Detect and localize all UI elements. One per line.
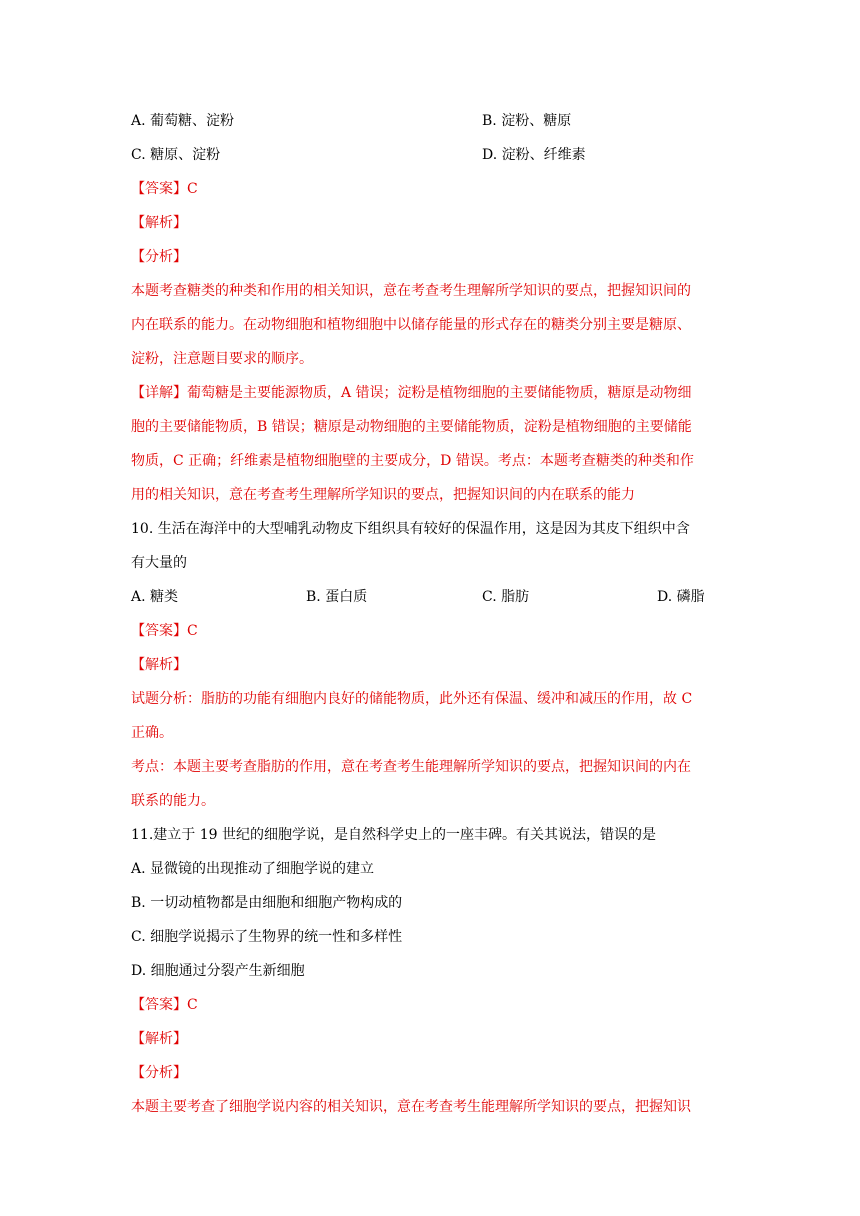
q10-kaodian-line-2: 联系的能力。 — [131, 793, 215, 809]
q11-fenxi-heading: 【分析】 — [131, 1065, 187, 1081]
q10-analysis-line-1: 试题分析：脂肪的功能有细胞内良好的储能物质，此外还有保温、缓冲和减压的作用，故 C — [131, 691, 693, 707]
q9-analysis-line-3: 淀粉，注意题目要求的顺序。 — [131, 351, 313, 367]
q9-detail-line-2: 胞的主要储能物质，B 错误；糖原是动物细胞的主要储能物质，淀粉是植物细胞的主要储能 — [131, 419, 692, 435]
q9-fenxi-heading: 【分析】 — [131, 249, 187, 265]
q9-detail-line-4: 用的相关知识，意在考查考生理解所学知识的要点，把握知识间的内在联系的能力 — [131, 487, 635, 503]
q9-detail-line-1: 【详解】葡萄糖是主要能源物质，A 错误；淀粉是植物细胞的主要储能物质，糖原是动物细 — [131, 385, 692, 401]
q10-option-a: A. 糖类 — [131, 589, 179, 605]
q9-option-b: B. 淀粉、糖原 — [482, 113, 572, 129]
q9-option-a: A. 葡萄糖、淀粉 — [131, 113, 235, 129]
q11-analysis-line-1: 本题主要考查了细胞学说内容的相关知识，意在考查考生能理解所学知识的要点，把握知识 — [131, 1099, 691, 1115]
q10-stem-line-2: 有大量的 — [131, 555, 187, 571]
q9-jiexi-heading: 【解析】 — [131, 215, 187, 231]
q9-option-c: C. 糖原、淀粉 — [131, 147, 221, 163]
q10-answer: 【答案】C — [131, 623, 198, 639]
q11-option-d: D. 细胞通过分裂产生新细胞 — [131, 963, 305, 979]
q11-jiexi-heading: 【解析】 — [131, 1031, 187, 1047]
q11-answer: 【答案】C — [131, 997, 198, 1013]
q10-option-c: C. 脂肪 — [482, 589, 530, 605]
q10-option-b: B. 蛋白质 — [306, 589, 368, 605]
q9-answer: 【答案】C — [131, 181, 198, 197]
q11-option-b: B. 一切动植物都是由细胞和细胞产物构成的 — [131, 895, 403, 911]
q9-analysis-line-1: 本题考查糖类的种类和作用的相关知识，意在考查考生理解所学知识的要点，把握知识间的 — [131, 283, 691, 299]
q11-option-c: C. 细胞学说揭示了生物界的统一性和多样性 — [131, 929, 403, 945]
q10-jiexi-heading: 【解析】 — [131, 657, 187, 673]
q10-kaodian-line-1: 考点：本题主要考查脂肪的作用，意在考查考生能理解所学知识的要点，把握知识间的内在 — [131, 759, 691, 775]
q10-option-d: D. 磷脂 — [657, 589, 705, 605]
q9-detail-line-3: 物质，C 正确；纤维素是植物细胞壁的主要成分，D 错误。考点：本题考查糖类的种类和作 — [131, 453, 694, 469]
q10-analysis-line-2: 正确。 — [131, 725, 173, 741]
q11-option-a: A. 显微镜的出现推动了细胞学说的建立 — [131, 861, 375, 877]
q10-stem-line-1: 10. 生活在海洋中的大型哺乳动物皮下组织具有较好的保温作用，这是因为其皮下组织中含 — [131, 521, 690, 537]
q9-option-d: D. 淀粉、纤维素 — [482, 147, 586, 163]
q11-stem: 11.建立于 19 世纪的细胞学说，是自然科学史上的一座丰碑。有关其说法，错误的是 — [131, 827, 656, 843]
q9-analysis-line-2: 内在联系的能力。在动物细胞和植物细胞中以储存能量的形式存在的糖类分别主要是糖原、 — [131, 317, 691, 333]
